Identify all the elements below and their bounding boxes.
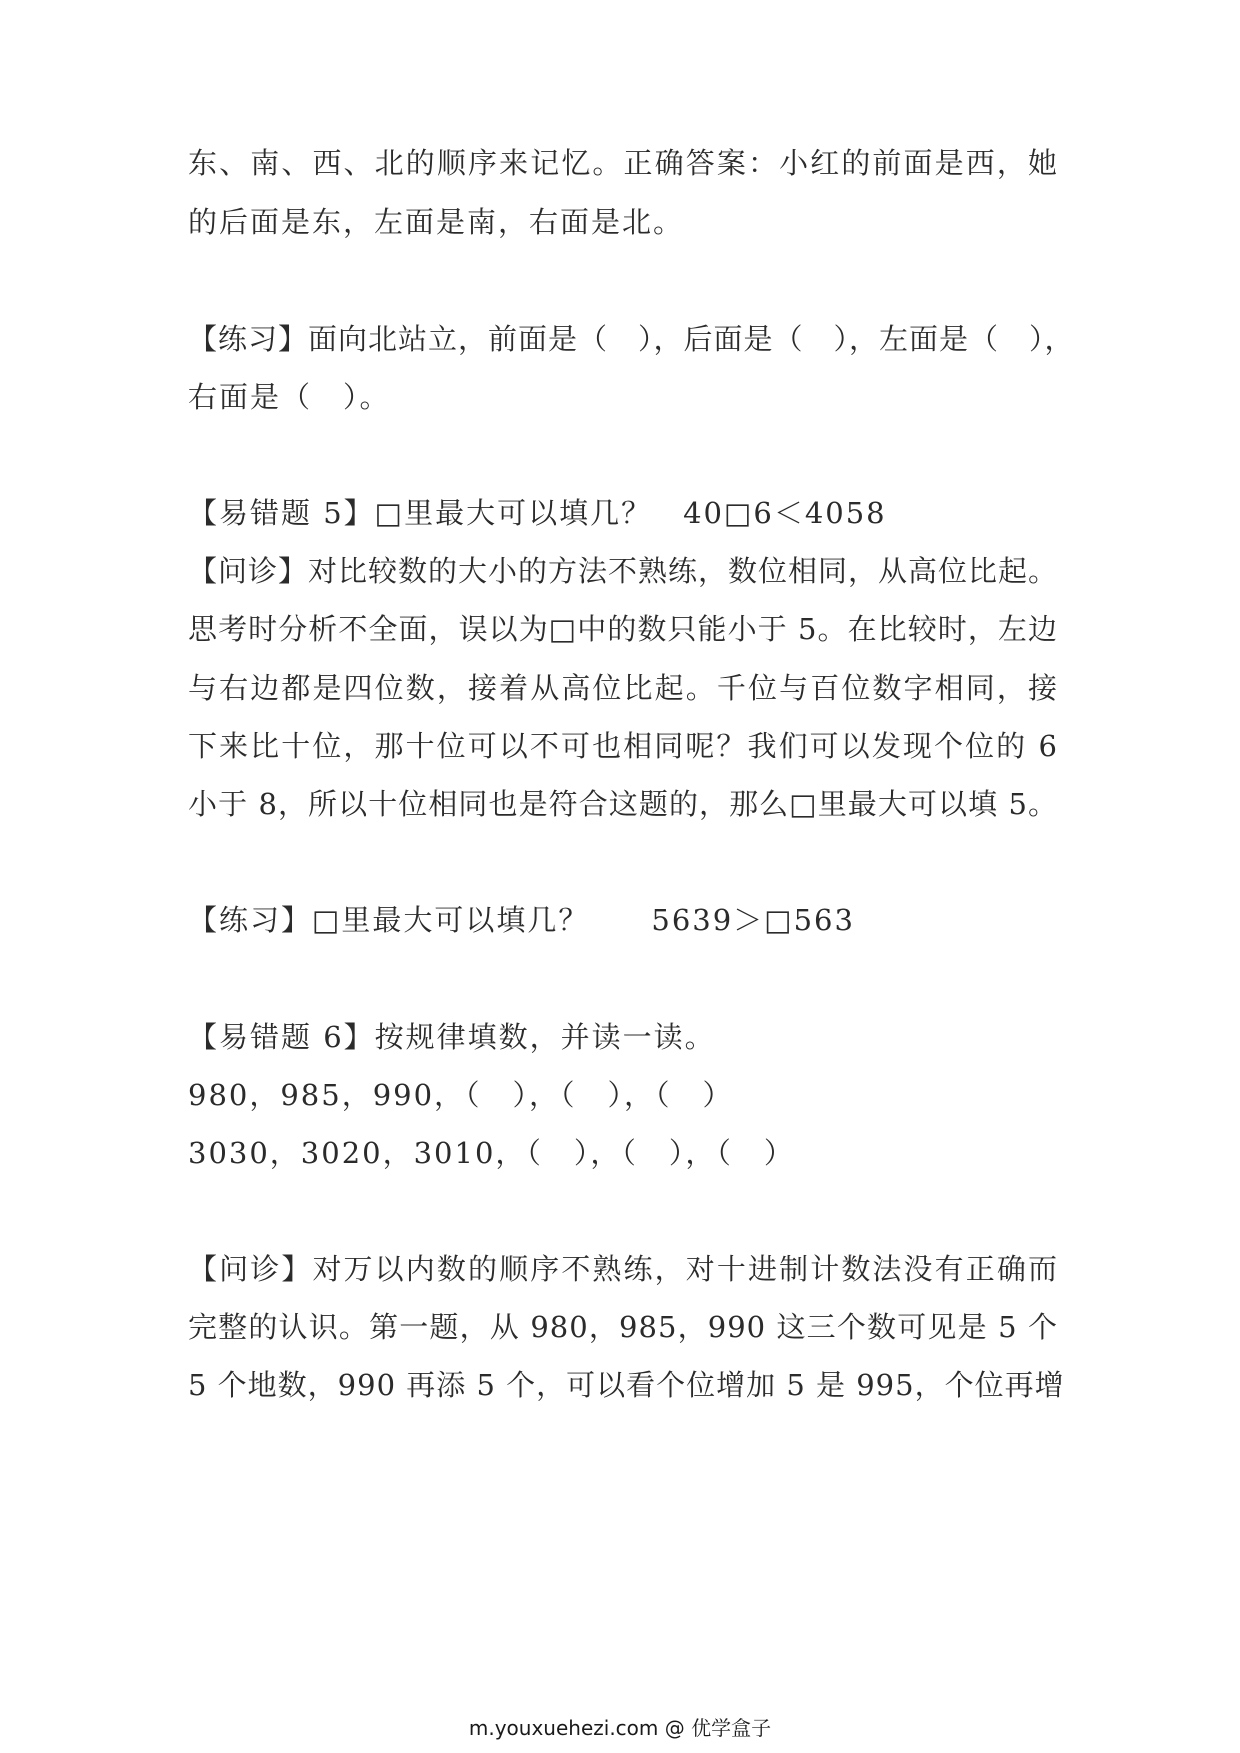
practice-line: 【练习】面向北站立，前面是（ ），后面是（ ），左面是（ ）， <box>188 322 1075 356</box>
practice-line: 【练习】□里最大可以填几？ 5639＞□563 <box>188 903 855 937</box>
text-line: 东、南、西、北的顺序来记忆。正确答案：小红的前面是西，她 <box>188 146 1058 180</box>
question-heading: 【易错题 5】□里最大可以填几？ 40□6＜4058 <box>188 496 887 530</box>
diagnosis-line: 5 个地数，990 再添 5 个，可以看个位增加 5 是 995，个位再增 <box>188 1368 1065 1402</box>
sequence-line: 980，985，990，（ ），（ ），（ ） <box>188 1078 734 1112</box>
diagnosis-line: 完整的认识。第一题，从 980，985，990 这三个数可见是 5 个 <box>188 1310 1058 1344</box>
question-heading: 【易错题 6】按规律填数，并读一读。 <box>188 1020 716 1054</box>
diagnosis-line: 【问诊】对万以内数的顺序不熟练，对十进制计数法没有正确而 <box>188 1252 1058 1286</box>
footer-watermark: m.youxuehezi.com @ 优学盒子 <box>468 1716 772 1740</box>
diagnosis-line: 小于 8，所以十位相同也是符合这题的，那么□里最大可以填 5。 <box>188 787 1058 821</box>
sequence-line: 3030，3020，3010，（ ），（ ），（ ） <box>188 1136 795 1170</box>
diagnosis-line: 下来比十位，那十位可以不可也相同呢？我们可以发现个位的 6 <box>188 729 1058 763</box>
text-line: 的后面是东，左面是南，右面是北。 <box>188 205 685 239</box>
diagnosis-line: 【问诊】对比较数的大小的方法不熟练，数位相同，从高位比起。 <box>188 554 1059 588</box>
diagnosis-line: 与右边都是四位数，接着从高位比起。千位与百位数字相同，接 <box>188 671 1058 705</box>
diagnosis-line: 思考时分析不全面，误以为□中的数只能小于 5。在比较时，左边 <box>188 612 1058 646</box>
practice-line: 右面是（ ）。 <box>188 380 391 414</box>
